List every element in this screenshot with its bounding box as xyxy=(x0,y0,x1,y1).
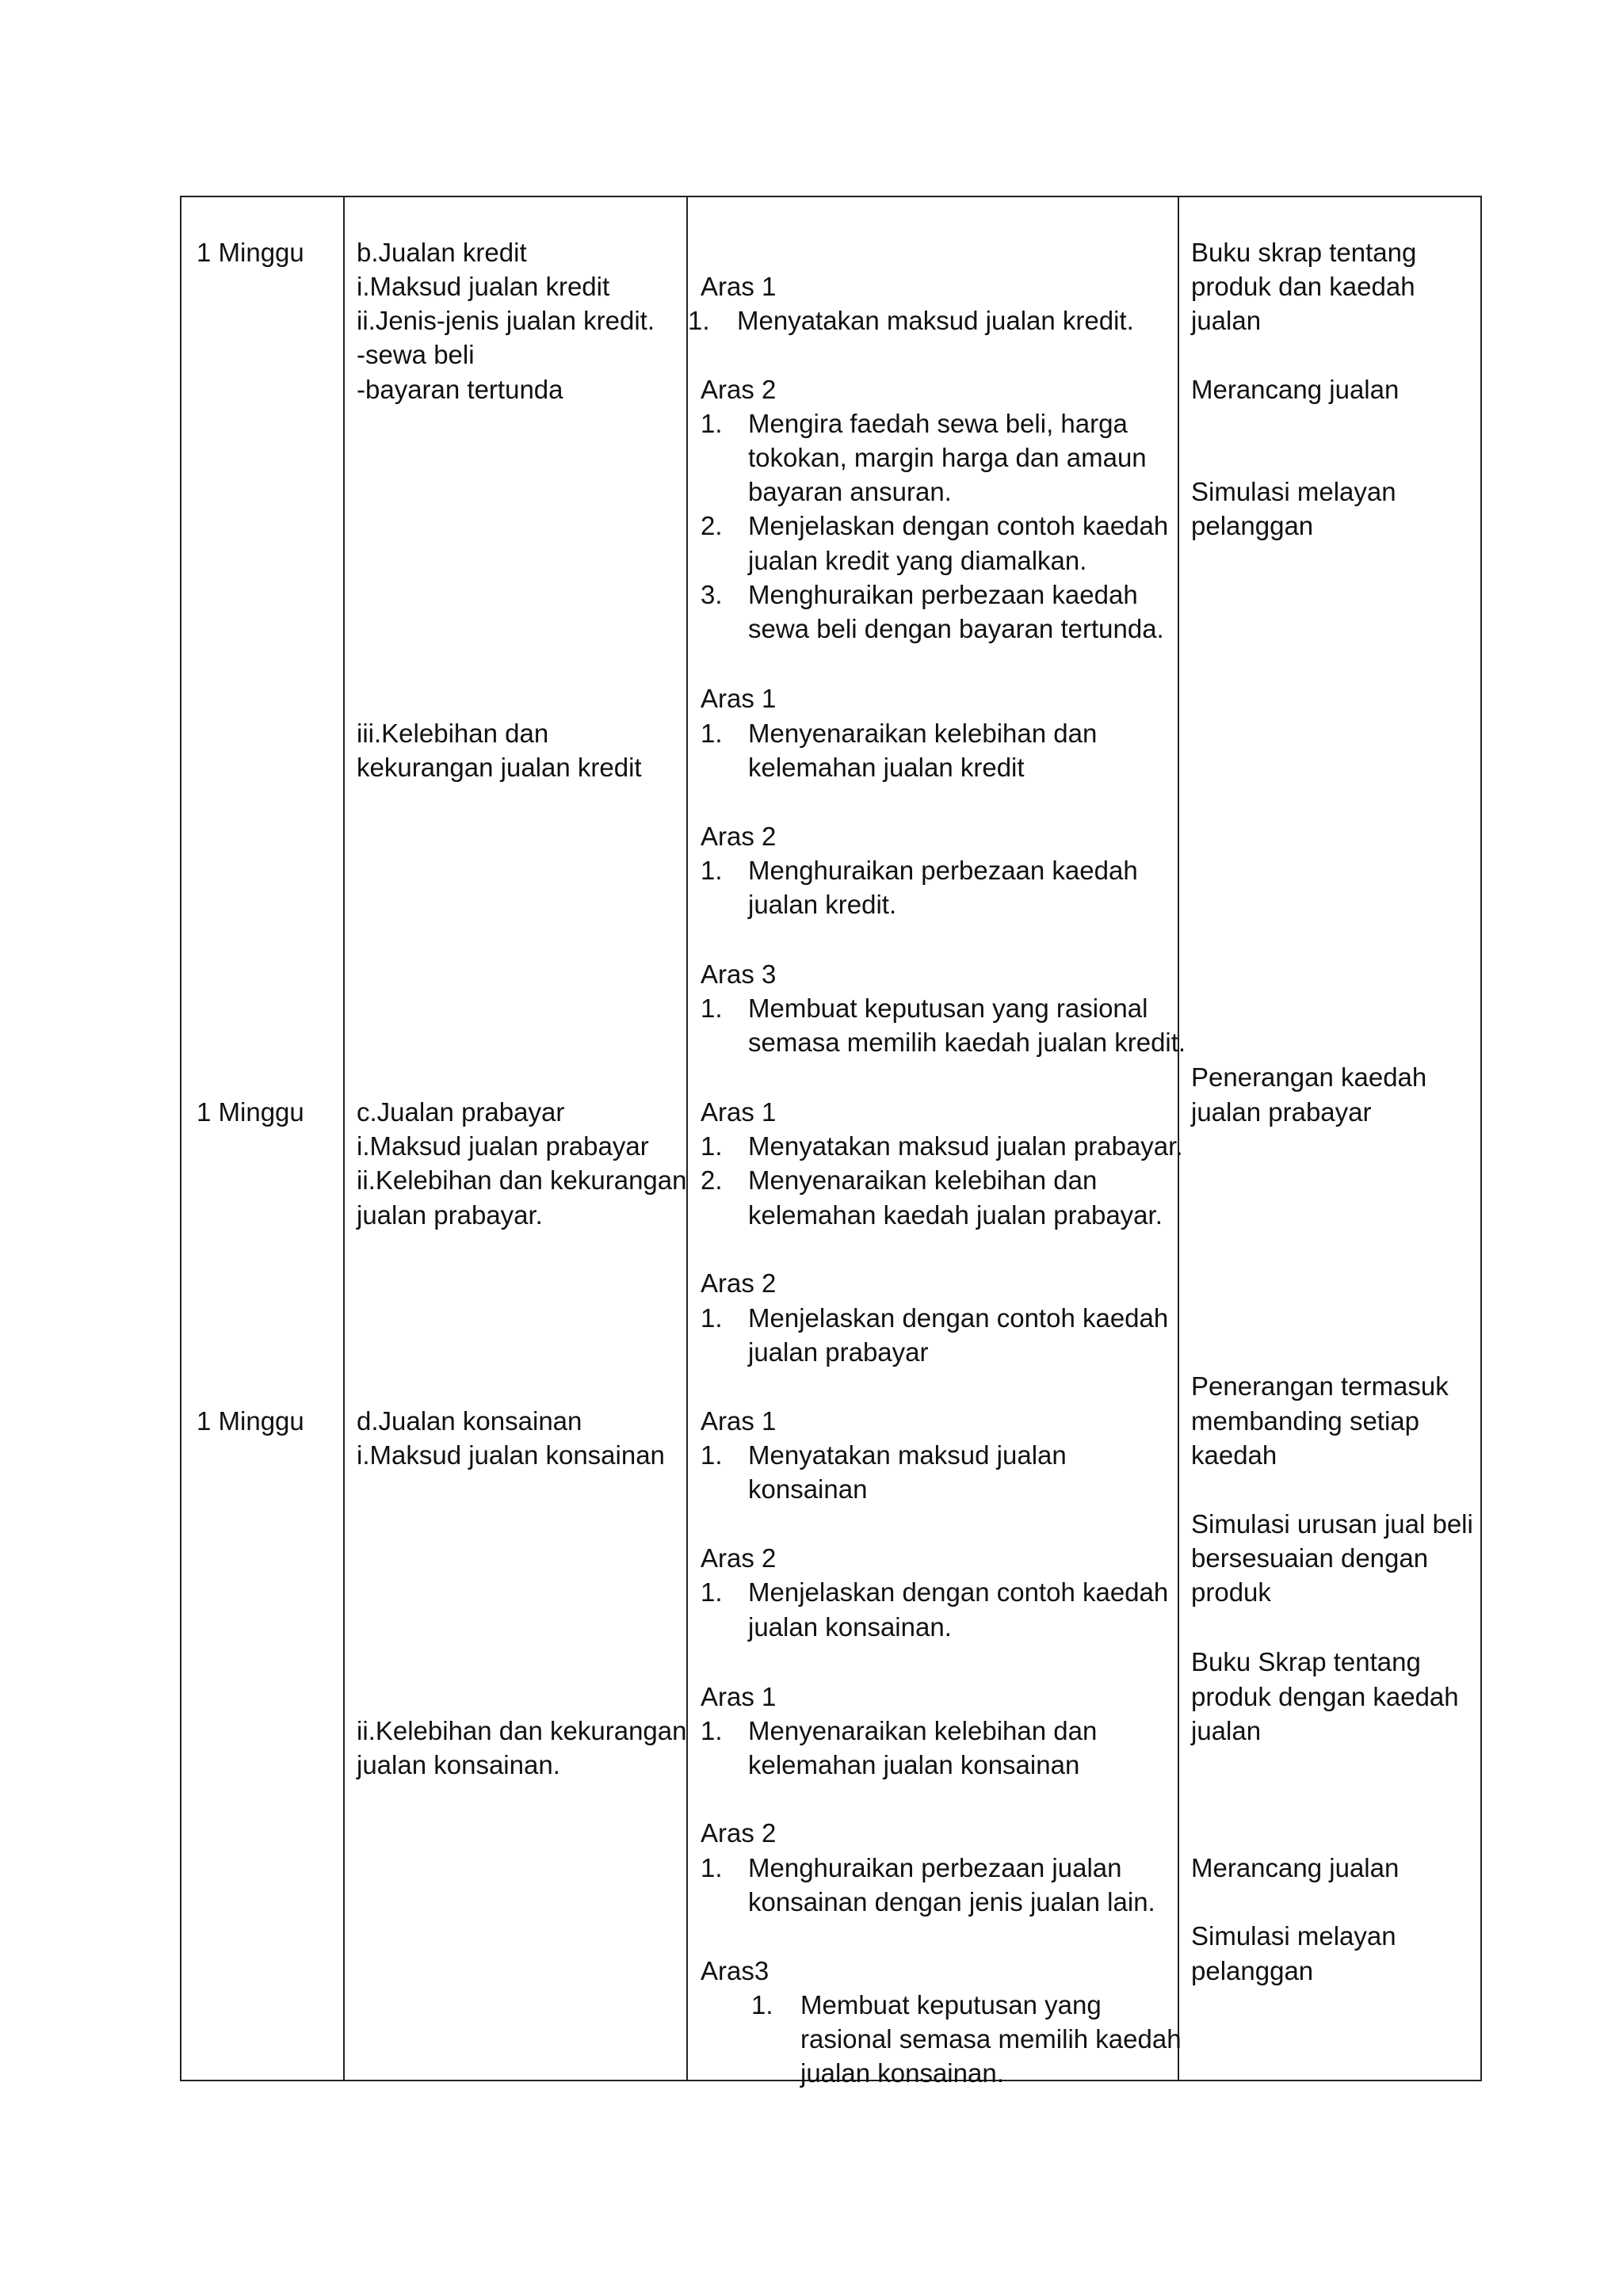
outcome-number: 1. xyxy=(688,306,710,335)
outcome-number: 1. xyxy=(701,409,723,438)
outcome-line: konsainan xyxy=(748,1474,868,1504)
activity-line: jualan prabayar xyxy=(1191,1097,1372,1127)
outcome-number: 1. xyxy=(701,1716,723,1745)
activity-line: Penerangan termasuk xyxy=(1191,1371,1449,1401)
topic-line: i.Maksud jualan konsainan xyxy=(357,1440,665,1470)
outcome-line: kelemahan jualan kredit xyxy=(748,753,1025,782)
activity-line: produk dan kaedah xyxy=(1191,272,1415,301)
duration-cell: 1 Minggu xyxy=(197,1406,304,1436)
outcome-line: Menjelaskan dengan contoh kaedah xyxy=(748,1577,1169,1607)
outcome-number: 1. xyxy=(701,1440,723,1470)
outcome-line: Menyatakan maksud jualan kredit. xyxy=(737,306,1134,335)
outcome-line: Menjelaskan dengan contoh kaedah xyxy=(748,1303,1169,1333)
aras-label: Aras 2 xyxy=(701,1543,777,1573)
aras-label: Aras 3 xyxy=(701,959,777,989)
outcome-line: tokokan, margin harga dan amaun xyxy=(748,443,1147,472)
outcome-line: Mengira faedah sewa beli, harga xyxy=(748,409,1128,438)
topic-line: jualan prabayar. xyxy=(357,1200,543,1230)
outcome-number: 3. xyxy=(701,580,723,609)
activity-line: bersesuaian dengan xyxy=(1191,1543,1429,1573)
subtopic-line: kekurangan jualan kredit xyxy=(357,753,642,782)
activity-line: pelanggan xyxy=(1191,511,1314,540)
outcome-line: Menyenaraikan kelebihan dan xyxy=(748,1716,1098,1745)
outcome-number: 2. xyxy=(701,1165,723,1195)
topic-line: c.Jualan prabayar xyxy=(357,1097,565,1127)
outcome-line: Menghuraikan perbezaan kaedah xyxy=(748,580,1138,609)
topic-line: i.Maksud jualan kredit xyxy=(357,272,610,301)
outcome-line: Menghuraikan perbezaan kaedah xyxy=(748,856,1138,885)
outcome-line: semasa memilih kaedah jualan kredit. xyxy=(748,1028,1186,1057)
topic-line: d.Jualan konsainan xyxy=(357,1406,582,1436)
subtopic-line: ii.Kelebihan dan kekurangan xyxy=(357,1716,687,1745)
outcome-line: Membuat keputusan yang xyxy=(800,1990,1102,2019)
aras-label: Aras 1 xyxy=(701,272,777,301)
outcome-line: kelemahan jualan konsainan xyxy=(748,1750,1080,1779)
outcome-line: jualan konsainan. xyxy=(800,2058,1004,2088)
outcome-line: Menyenaraikan kelebihan dan xyxy=(748,719,1098,748)
topic-line: -sewa beli xyxy=(357,340,475,369)
topic-line: -bayaran tertunda xyxy=(357,375,563,404)
activity-line: jualan xyxy=(1191,306,1262,335)
outcome-number: 1. xyxy=(701,719,723,748)
outcome-number: 1. xyxy=(701,1577,723,1607)
outcome-number: 1. xyxy=(751,1990,773,2019)
aras-label: Aras 1 xyxy=(701,684,777,713)
outcome-line: jualan kredit. xyxy=(748,890,897,919)
duration-cell: 1 Minggu xyxy=(197,238,304,267)
outcome-line: Menyatakan maksud jualan xyxy=(748,1440,1067,1470)
outcome-line: kelemahan kaedah jualan prabayar. xyxy=(748,1200,1163,1230)
aras-label: Aras 1 xyxy=(701,1682,777,1711)
outcome-line: Membuat keputusan yang rasional xyxy=(748,994,1148,1023)
activity-line: kaedah xyxy=(1191,1440,1277,1470)
aras-label: Aras 2 xyxy=(701,822,777,851)
outcome-line: Menyenaraikan kelebihan dan xyxy=(748,1165,1098,1195)
duration-cell: 1 Minggu xyxy=(197,1097,304,1127)
aras-label: Aras 1 xyxy=(701,1406,777,1436)
outcome-line: konsainan dengan jenis jualan lain. xyxy=(748,1887,1155,1917)
aras-label: Aras 1 xyxy=(701,1097,777,1127)
activity-line: Merancang jualan xyxy=(1191,1853,1400,1882)
activity-line: pelanggan xyxy=(1191,1956,1314,1985)
activity-line: Buku Skrap tentang xyxy=(1191,1647,1421,1676)
topic-line: ii.Jenis-jenis jualan kredit. xyxy=(357,306,655,335)
aras-label: Aras 2 xyxy=(701,1268,777,1298)
activity-line: membanding setiap xyxy=(1191,1406,1420,1436)
activity-line: Simulasi urusan jual beli xyxy=(1191,1509,1473,1539)
outcome-line: jualan konsainan. xyxy=(748,1612,952,1642)
column-divider xyxy=(686,196,688,2081)
outcome-number: 2. xyxy=(701,511,723,540)
outcome-line: Menyatakan maksud jualan prabayar. xyxy=(748,1131,1183,1161)
outcome-number: 1. xyxy=(701,1853,723,1882)
activity-line: Simulasi melayan xyxy=(1191,1921,1396,1951)
topic-line: ii.Kelebihan dan kekurangan xyxy=(357,1165,687,1195)
outcome-line: Menghuraikan perbezaan jualan xyxy=(748,1853,1122,1882)
outcome-line: jualan kredit yang diamalkan. xyxy=(748,546,1087,575)
outcome-line: bayaran ansuran. xyxy=(748,477,952,506)
outcome-line: jualan prabayar xyxy=(748,1337,929,1367)
outcome-line: rasional semasa memilih kaedah xyxy=(800,2024,1182,2054)
outcome-number: 1. xyxy=(701,1303,723,1333)
topic-line: b.Jualan kredit xyxy=(357,238,527,267)
topic-line: i.Maksud jualan prabayar xyxy=(357,1131,649,1161)
aras-label: Aras3 xyxy=(701,1956,769,1985)
column-divider xyxy=(343,196,345,2081)
activity-line: jualan xyxy=(1191,1716,1262,1745)
activity-line: produk xyxy=(1191,1577,1271,1607)
outcome-line: sewa beli dengan bayaran tertunda. xyxy=(748,614,1164,643)
activity-line: Buku skrap tentang xyxy=(1191,238,1417,267)
subtopic-line: iii.Kelebihan dan xyxy=(357,719,549,748)
outcome-number: 1. xyxy=(701,1131,723,1161)
aras-label: Aras 2 xyxy=(701,375,777,404)
activity-line: Penerangan kaedah xyxy=(1191,1062,1427,1092)
activity-line: produk dengan kaedah xyxy=(1191,1682,1459,1711)
subtopic-line: jualan konsainan. xyxy=(357,1750,560,1779)
aras-label: Aras 2 xyxy=(701,1818,777,1848)
outcome-number: 1. xyxy=(701,856,723,885)
outcome-number: 1. xyxy=(701,994,723,1023)
activity-line: Simulasi melayan xyxy=(1191,477,1396,506)
activity-line: Merancang jualan xyxy=(1191,375,1400,404)
outcome-line: Menjelaskan dengan contoh kaedah xyxy=(748,511,1169,540)
